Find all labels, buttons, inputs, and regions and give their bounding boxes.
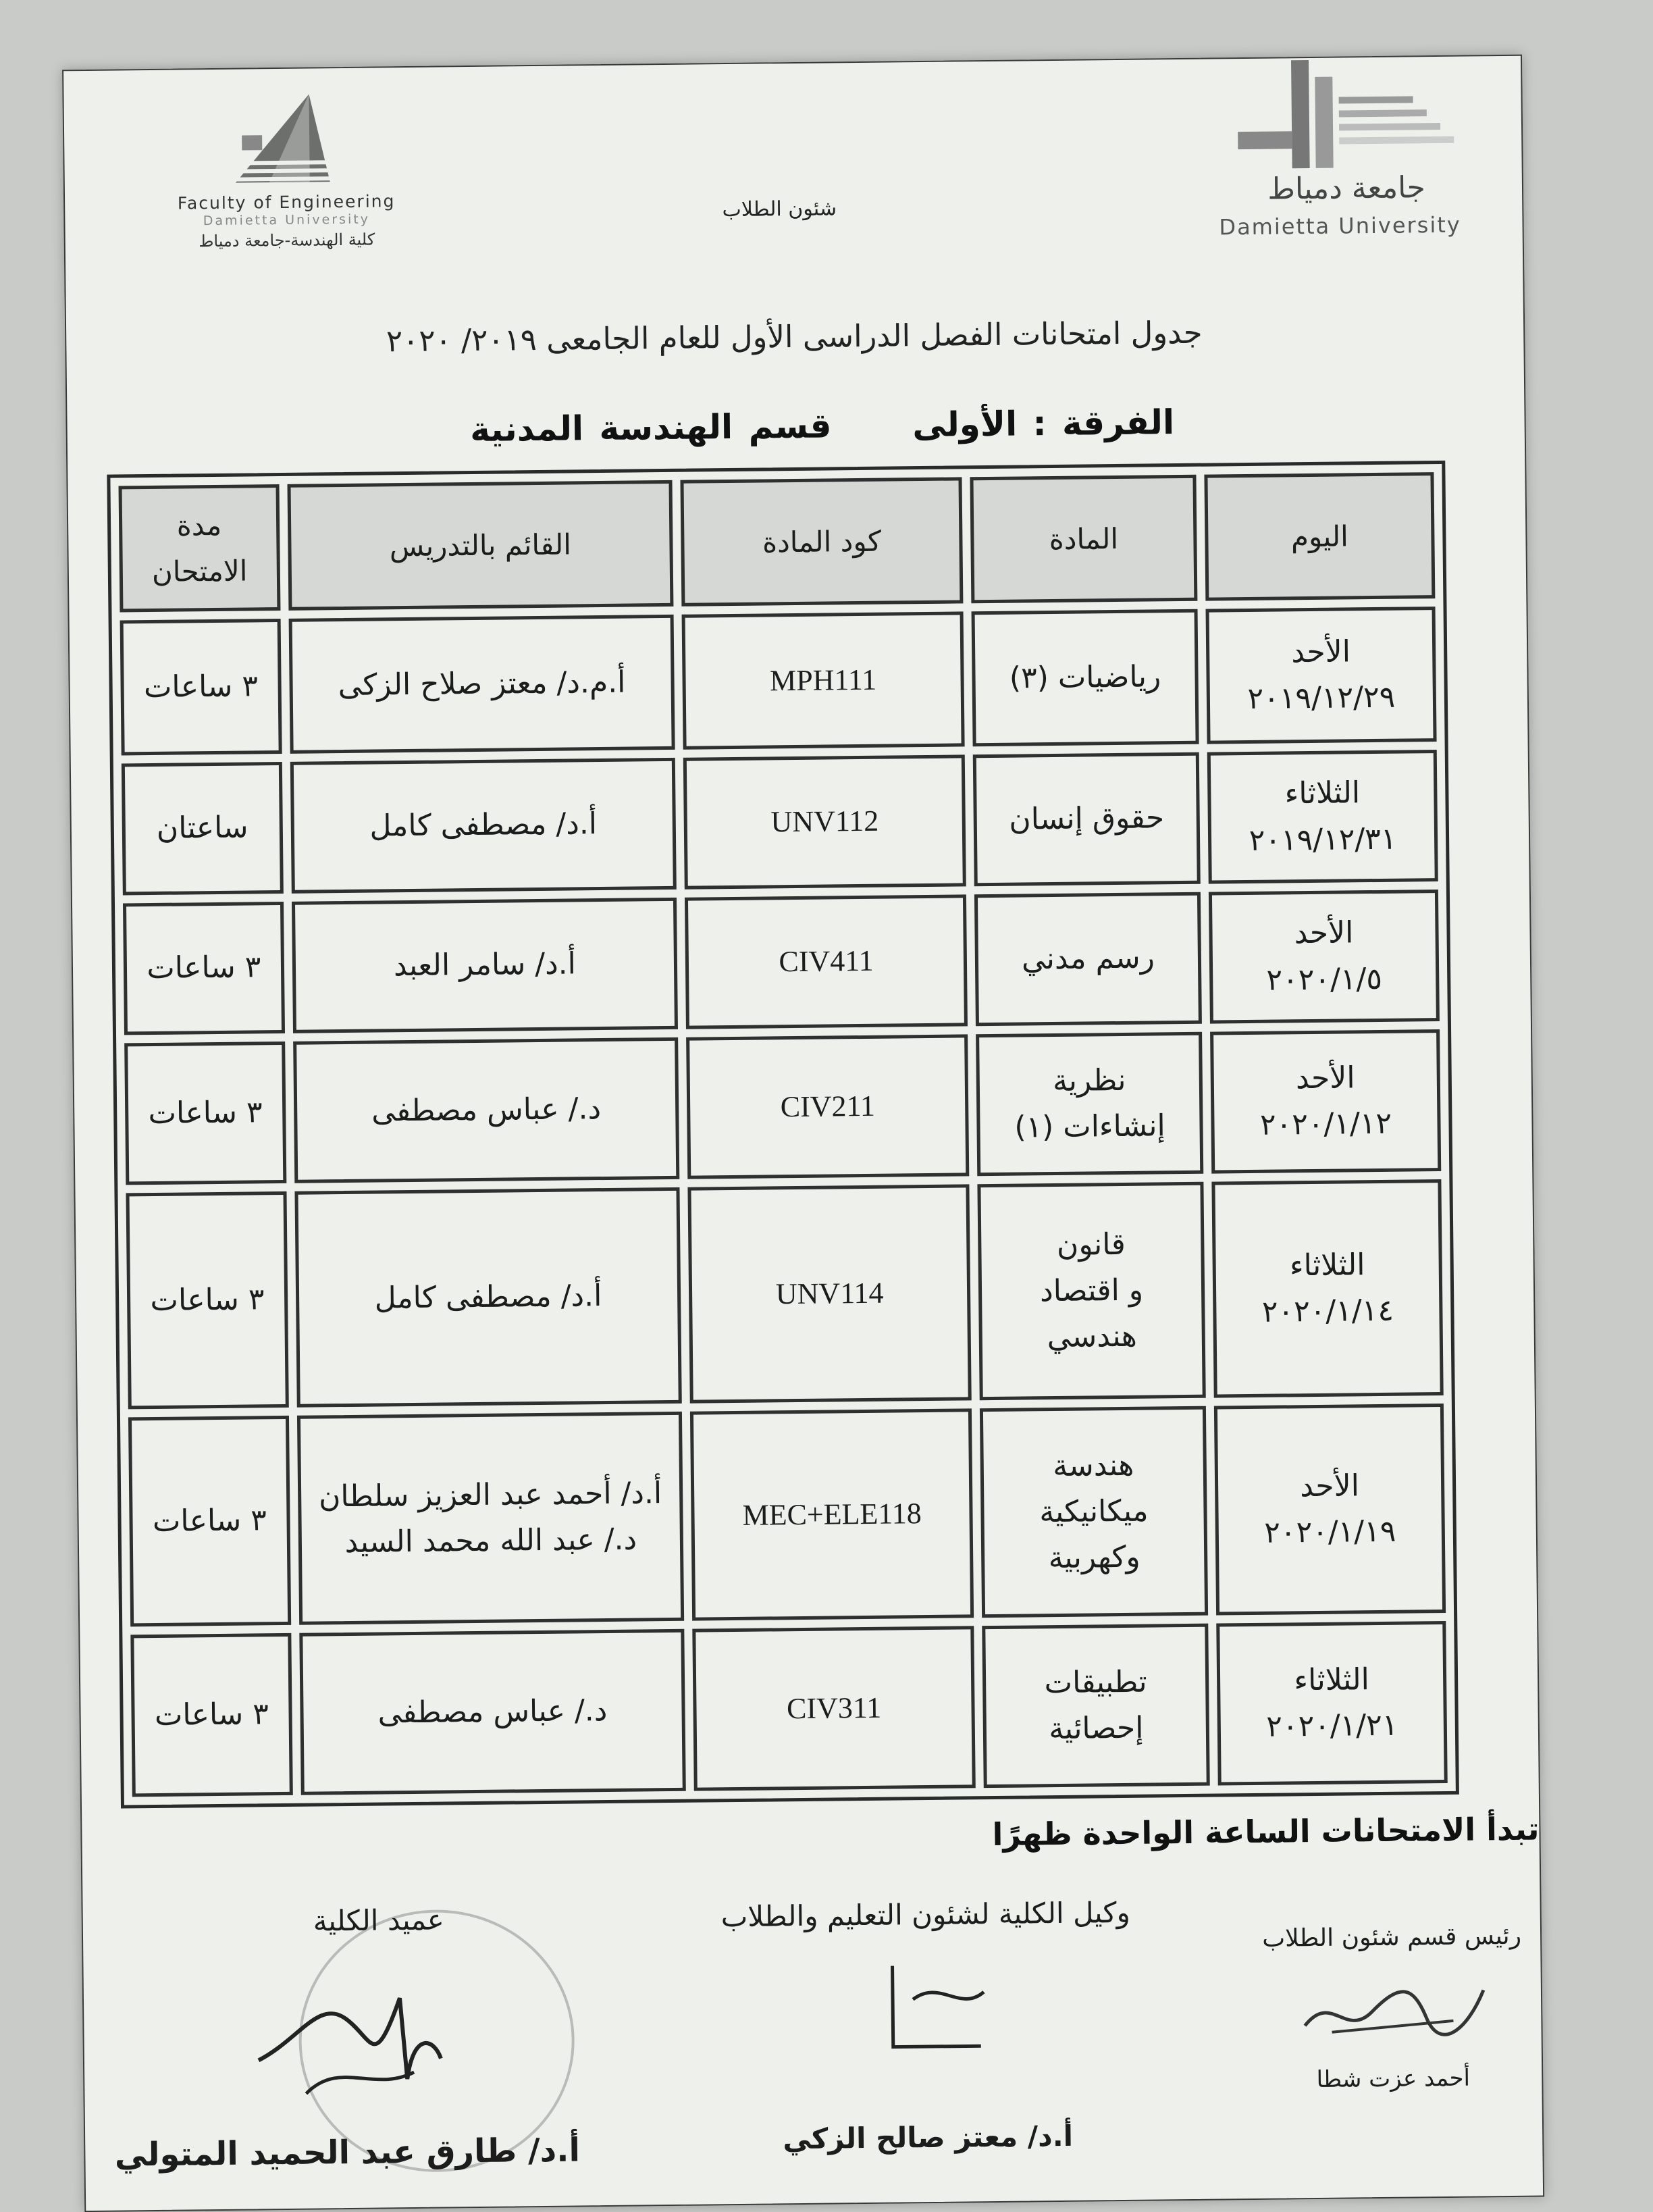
vice-dean-title: وكيل الكلية لشئون التعليم والطلاب <box>720 1895 1131 1934</box>
day-cell <box>1207 750 1438 884</box>
day-name: الأحد <box>1291 634 1351 670</box>
day-name: الأحد <box>1295 1060 1355 1096</box>
exam-duration: ٣ ساعات <box>143 669 259 705</box>
group-label: الفرقة : الأولى <box>912 403 1175 445</box>
signature-vice-dean <box>621 1895 1229 2156</box>
course-code: UNV112 <box>770 804 879 839</box>
vice-dean-name: أ.د/ معتز صالح الزكي <box>783 2119 1074 2156</box>
table-row <box>122 750 1438 895</box>
header-code: كود المادة <box>681 477 964 606</box>
table-row <box>123 890 1440 1035</box>
teacher-name: د./ عبد الله محمد السيد <box>344 1522 637 1560</box>
teacher-name: أ.د/ مصطفى كامل <box>369 806 598 844</box>
university-name-ar: جامعة دمياط <box>1267 170 1426 207</box>
document-subtitle <box>444 403 1201 450</box>
day-cell <box>1214 1404 1446 1616</box>
table-row <box>128 1404 1446 1626</box>
subject-cell <box>982 1624 1209 1788</box>
course-code-cell <box>692 1626 975 1791</box>
day-name: الأحد <box>1294 915 1354 951</box>
course-code-cell <box>686 1034 969 1179</box>
subject-line: هندسي <box>1047 1318 1138 1355</box>
header-duration-line-1: مدة <box>176 509 222 542</box>
day-name: الثلاثاء <box>1289 1248 1365 1283</box>
teacher-cell <box>292 898 679 1033</box>
day-cell <box>1211 1179 1443 1398</box>
day-cell <box>1210 1029 1441 1174</box>
header-day: اليوم <box>1204 472 1435 601</box>
day-cell <box>1209 890 1440 1024</box>
course-code-cell <box>688 1184 972 1403</box>
exam-date: ٢٠٢٠/١/٥ <box>1266 961 1383 998</box>
handwritten-signature-icon <box>865 1951 1001 2061</box>
document-title: جدول امتحانات الفصل الدراسى الأول للعام الجامعى ٢٠١٩/ ٢٠٢٠ <box>386 314 1203 359</box>
start-time-note: تبدأ الامتحانات الساعة الواحدة ظهرًا <box>992 1810 1540 1853</box>
table-row <box>130 1621 1447 1797</box>
subject-cell <box>973 752 1201 886</box>
office-label: شئون الطلاب <box>722 197 837 222</box>
faculty-university-en: Damietta University <box>203 211 371 229</box>
exam-date: ٢٠٢٠/١/١٩ <box>1264 1514 1396 1550</box>
teacher-name: أ.م.د/ معتز صلاح الزكى <box>338 665 626 702</box>
subject-cell <box>980 1406 1208 1618</box>
day-name: الثلاثاء <box>1284 775 1361 811</box>
exam-duration: ٣ ساعات <box>152 1503 267 1539</box>
subject-line: رياضيات (٣) <box>1009 659 1161 696</box>
handwritten-signature-icon <box>237 1957 454 2107</box>
teacher-cell <box>297 1412 685 1625</box>
subject-line: وكهربية <box>1048 1539 1140 1576</box>
handwritten-signature-icon <box>1291 1963 1494 2053</box>
department-label: قسم الهندسة المدنية <box>469 406 832 450</box>
course-code-cell <box>690 1408 974 1620</box>
subject-line: هندسة <box>1052 1447 1134 1483</box>
teacher-cell <box>299 1629 686 1795</box>
exam-duration: ٣ ساعات <box>154 1697 269 1732</box>
document-page <box>62 55 1544 2212</box>
course-code: CIV411 <box>779 944 874 979</box>
university-name-en: Damietta University <box>1219 211 1461 240</box>
header-teacher: القائم بالتدريس <box>287 480 673 611</box>
day-cell <box>1216 1621 1448 1786</box>
subject-cell <box>972 609 1199 746</box>
course-code: CIV311 <box>786 1691 882 1726</box>
teacher-cell <box>293 1037 680 1183</box>
dean-name: أ.د/ طارق عبد الحميد المتولي <box>114 2131 581 2174</box>
teacher-cell <box>290 758 677 894</box>
day-name: الأحد <box>1300 1468 1360 1504</box>
signature-affairs-head <box>1230 1922 1554 2094</box>
exam-duration: ٣ ساعات <box>150 1282 265 1318</box>
teacher-name: د./ عباس مصطفى <box>371 1091 602 1129</box>
teacher-name: أ.د/ سامر العبد <box>393 946 577 983</box>
header-duration-line-2: الامتحان <box>151 553 248 588</box>
exam-schedule-table <box>107 461 1459 1809</box>
subject-line: تطبيقات <box>1044 1664 1147 1701</box>
duration-cell <box>120 619 282 755</box>
duration-cell <box>124 1041 286 1185</box>
duration-cell <box>128 1416 291 1626</box>
day-cell <box>1205 607 1436 744</box>
duration-cell <box>122 762 284 895</box>
subject-line: نظرية <box>1052 1062 1126 1098</box>
subject-line: رسم مدني <box>1021 940 1155 977</box>
university-emblem-icon <box>1197 55 1481 179</box>
subject-cell <box>974 892 1202 1026</box>
dean-title: عميد الكلية <box>313 1903 445 1938</box>
university-logo <box>1197 55 1482 240</box>
subject-line: حقوق إنسان <box>1009 800 1165 838</box>
exam-duration: ساعتان <box>156 810 248 846</box>
subject-line: قانون <box>1056 1227 1126 1262</box>
affairs-head-name: أحمد عزت شطا <box>1316 2064 1471 2094</box>
subject-cell <box>976 1032 1203 1176</box>
exam-date: ٢٠٢٠/١/١٤ <box>1261 1293 1394 1329</box>
duration-cell <box>130 1633 292 1797</box>
header-duration <box>119 484 281 612</box>
table-row <box>124 1029 1441 1185</box>
course-code-cell <box>683 754 966 889</box>
course-code: MEC+ELE118 <box>742 1497 922 1532</box>
course-code: MPH111 <box>769 663 877 698</box>
exam-duration: ٣ ساعات <box>148 1095 263 1131</box>
course-code: CIV211 <box>780 1089 876 1124</box>
exam-duration: ٣ ساعات <box>147 950 261 986</box>
faculty-logo <box>174 86 405 265</box>
course-code-cell <box>682 611 965 749</box>
pyramid-logo-icon <box>228 87 337 190</box>
teacher-cell <box>294 1187 682 1408</box>
exam-date: ٢٠٢٠/١/٢١ <box>1266 1707 1398 1744</box>
table-row <box>120 607 1437 755</box>
faculty-name-ar: كلية الهندسة-جامعة دمياط <box>199 230 375 251</box>
teacher-name: د./ عباس مصطفى <box>377 1693 608 1730</box>
day-name: الثلاثاء <box>1294 1662 1370 1698</box>
exam-date: ٢٠١٩/١٢/٢٩ <box>1247 679 1396 716</box>
teacher-cell <box>288 615 675 754</box>
subject-cell <box>977 1182 1205 1400</box>
faculty-name-en: Faculty of Engineering <box>177 191 396 213</box>
table-header-row <box>119 472 1436 612</box>
exam-date: ٢٠١٩/١٢/٣١ <box>1249 821 1397 858</box>
subject-line: إحصائية <box>1049 1710 1144 1747</box>
duration-cell <box>123 902 285 1035</box>
header-subject: المادة <box>970 475 1197 603</box>
table-row <box>126 1179 1443 1409</box>
teacher-name: أ.د/ أحمد عبد العزيز سلطان <box>318 1475 662 1514</box>
subject-line: و اقتصاد <box>1039 1272 1144 1309</box>
subject-line: ميكانيكية <box>1039 1493 1149 1530</box>
exam-date: ٢٠٢٠/١/١٢ <box>1259 1106 1392 1142</box>
course-code: UNV114 <box>775 1276 884 1311</box>
subject-line: إنشاءات (١) <box>1014 1108 1165 1145</box>
course-code-cell <box>685 894 968 1029</box>
affairs-head-title: رئيس قسم شئون الطلاب <box>1262 1922 1522 1953</box>
teacher-name: أ.د/ مصطفى كامل <box>374 1278 602 1316</box>
duration-cell <box>126 1191 288 1409</box>
